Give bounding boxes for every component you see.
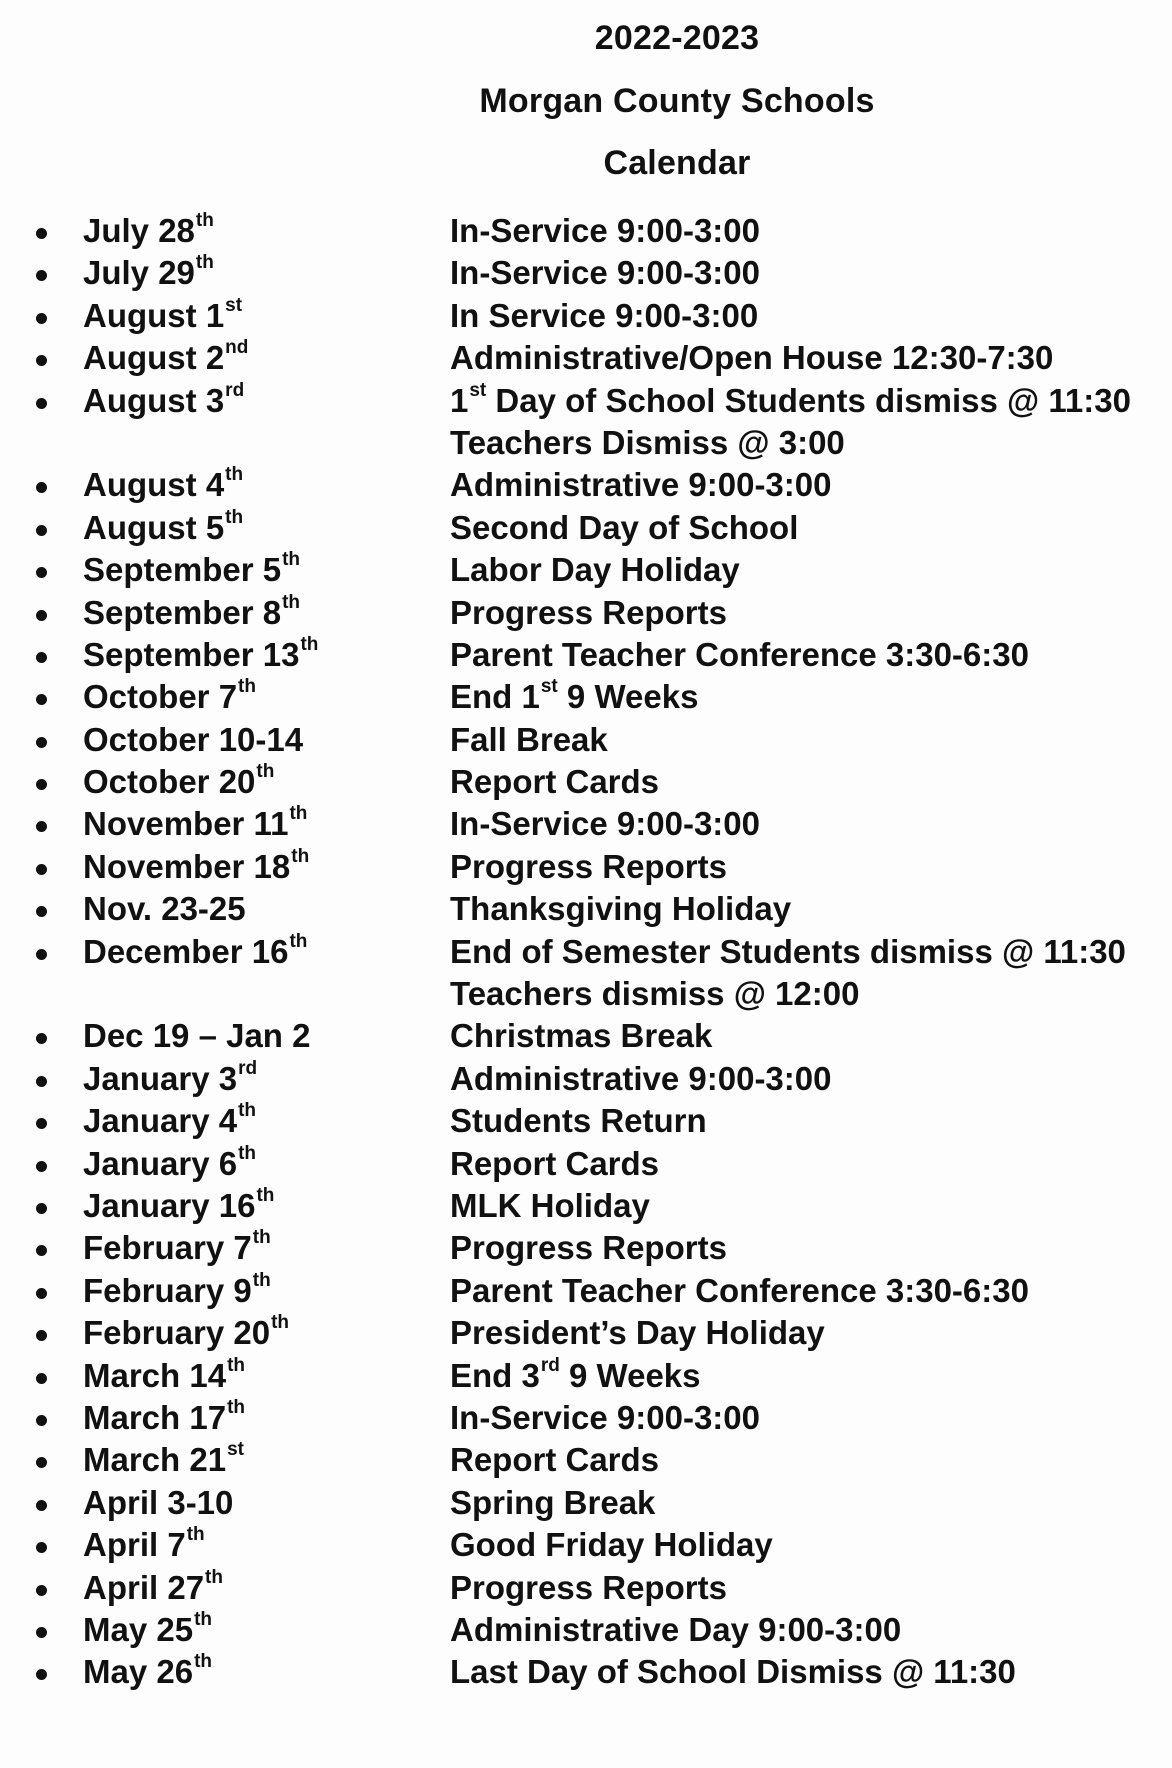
event-date bbox=[83, 1143, 256, 1185]
ordinal-suffix: rd bbox=[540, 1354, 560, 1376]
event-date bbox=[83, 1015, 311, 1057]
event-date bbox=[83, 676, 256, 718]
event-description bbox=[450, 1143, 659, 1185]
event-line bbox=[0, 1143, 1172, 1185]
event-description bbox=[450, 676, 698, 718]
event-line bbox=[0, 1482, 1172, 1524]
event-description bbox=[450, 1609, 901, 1651]
event-date bbox=[83, 719, 303, 761]
event-description-text: In Service 9:00-3:00 bbox=[450, 296, 759, 334]
event-date bbox=[83, 295, 242, 337]
ordinal-suffix: th bbox=[238, 1142, 257, 1164]
event-description-text: In-Service 9:00-3:00 bbox=[450, 254, 761, 292]
event-description bbox=[450, 931, 1126, 973]
list-item bbox=[0, 210, 1172, 252]
event-line bbox=[0, 1397, 1172, 1439]
event-line bbox=[0, 1015, 1172, 1057]
ordinal-suffix: th bbox=[238, 1100, 257, 1122]
event-description-text: End of Semester Students dismiss @ 11:30 bbox=[450, 932, 1126, 970]
bullet-icon bbox=[36, 1076, 47, 1087]
event-description bbox=[450, 464, 831, 506]
bullet-icon bbox=[36, 694, 47, 705]
list-item bbox=[0, 846, 1172, 888]
event-description bbox=[450, 549, 740, 591]
event-date bbox=[83, 210, 214, 252]
district-name: Morgan County Schools bbox=[479, 82, 875, 120]
event-date bbox=[83, 1524, 205, 1566]
ordinal-suffix: th bbox=[252, 1269, 271, 1291]
event-date-text: July 28 bbox=[83, 212, 195, 249]
page-title: Calendar bbox=[603, 144, 751, 182]
event-line bbox=[0, 1100, 1172, 1142]
event-line bbox=[0, 634, 1172, 676]
list-item bbox=[0, 1227, 1172, 1269]
event-description bbox=[450, 507, 798, 549]
list-item bbox=[0, 803, 1172, 845]
event-description-text: Report Cards bbox=[450, 1144, 660, 1182]
bullet-icon bbox=[36, 1542, 47, 1553]
event-description-text: Progress Reports bbox=[450, 593, 727, 631]
bullet-icon bbox=[36, 1415, 47, 1426]
event-description-text: In-Service 9:00-3:00 bbox=[450, 212, 761, 249]
event-description-text: Report Cards bbox=[450, 763, 660, 801]
list-item bbox=[0, 337, 1172, 379]
event-description-continued: Teachers Dismiss @ 3:00 bbox=[450, 423, 845, 461]
event-line bbox=[0, 1355, 1172, 1397]
list-item bbox=[0, 1482, 1172, 1524]
event-line bbox=[0, 380, 1172, 422]
event-description bbox=[450, 295, 758, 337]
event-description bbox=[450, 210, 760, 252]
event-description-prefix: 1 bbox=[450, 381, 469, 419]
event-date bbox=[83, 888, 246, 930]
event-date bbox=[83, 464, 243, 506]
event-date-text: April 3-10 bbox=[83, 1483, 234, 1521]
ordinal-suffix: th bbox=[195, 210, 214, 231]
ordinal-suffix: th bbox=[225, 464, 244, 486]
list-item bbox=[0, 1397, 1172, 1439]
list-item bbox=[0, 1185, 1172, 1227]
event-description bbox=[450, 803, 760, 845]
list-item bbox=[0, 592, 1172, 634]
event-line bbox=[0, 676, 1172, 718]
bullet-icon bbox=[36, 1500, 47, 1511]
list-item bbox=[0, 252, 1172, 294]
event-description-text: Report Cards bbox=[450, 1441, 660, 1479]
event-date-text: October 20 bbox=[83, 763, 256, 801]
event-description bbox=[450, 1651, 1016, 1693]
bullet-icon bbox=[36, 398, 47, 409]
event-line bbox=[0, 507, 1172, 549]
event-date bbox=[83, 761, 274, 803]
event-date bbox=[83, 1355, 245, 1397]
ordinal-suffix: th bbox=[300, 633, 319, 655]
bullet-icon bbox=[36, 1288, 47, 1299]
list-item bbox=[0, 295, 1172, 337]
ordinal-suffix: th bbox=[238, 676, 256, 698]
event-line bbox=[0, 1058, 1172, 1100]
ordinal-suffix: th bbox=[194, 1608, 213, 1630]
event-description-text: President’s Day Holiday bbox=[450, 1314, 825, 1352]
event-description bbox=[450, 1397, 760, 1439]
event-description bbox=[450, 1058, 831, 1100]
bullet-icon bbox=[36, 1033, 47, 1044]
event-date-text: February 9 bbox=[83, 1271, 252, 1309]
list-item bbox=[0, 931, 1172, 1016]
event-date-text: August 1 bbox=[83, 296, 225, 334]
event-date bbox=[83, 1482, 233, 1524]
bullet-icon bbox=[36, 737, 47, 748]
list-item bbox=[0, 1100, 1172, 1142]
bullet-icon bbox=[36, 355, 47, 366]
event-description bbox=[450, 719, 608, 761]
event-description-text: Progress Reports bbox=[450, 847, 727, 885]
event-date bbox=[83, 846, 309, 888]
event-description bbox=[450, 1185, 650, 1227]
list-item bbox=[0, 888, 1172, 930]
event-description-text: Thanksgiving Holiday bbox=[450, 890, 792, 928]
list-item bbox=[0, 719, 1172, 761]
list-item bbox=[0, 1651, 1172, 1693]
event-date-text: March 17 bbox=[83, 1398, 227, 1436]
ordinal-suffix: th bbox=[289, 930, 308, 952]
bullet-icon bbox=[36, 610, 47, 621]
event-description-text: Last Day of School Dismiss @ 11:30 bbox=[450, 1653, 1016, 1691]
event-date-text: May 25 bbox=[83, 1610, 194, 1648]
bullet-icon bbox=[36, 1245, 47, 1256]
list-item bbox=[0, 1609, 1172, 1651]
event-description bbox=[450, 1567, 727, 1609]
event-line bbox=[0, 337, 1172, 379]
event-description-prefix: End 1 bbox=[450, 678, 540, 716]
event-description-text: Administrative/Open House 12:30-7:30 bbox=[450, 339, 1054, 377]
event-line bbox=[0, 719, 1172, 761]
bullet-icon bbox=[36, 482, 47, 493]
event-date-text: August 5 bbox=[83, 508, 225, 546]
event-date bbox=[83, 380, 244, 422]
event-date bbox=[83, 1609, 212, 1651]
event-date bbox=[83, 1270, 271, 1312]
event-line bbox=[0, 803, 1172, 845]
list-item bbox=[0, 1058, 1172, 1100]
ordinal-suffix: th bbox=[252, 1227, 271, 1249]
event-date bbox=[83, 1439, 244, 1481]
event-date bbox=[83, 1058, 257, 1100]
ordinal-suffix: th bbox=[227, 1354, 246, 1376]
event-line-continuation bbox=[0, 973, 1172, 1015]
event-date-text: February 20 bbox=[83, 1314, 271, 1352]
event-description bbox=[450, 1482, 655, 1524]
event-description-text: Administrative 9:00-3:00 bbox=[450, 466, 832, 504]
event-description-text: Fall Break bbox=[450, 720, 608, 758]
event-line bbox=[0, 592, 1172, 634]
calendar-year: 2022-2023 bbox=[594, 19, 760, 57]
list-item bbox=[0, 1015, 1172, 1057]
list-item bbox=[0, 1355, 1172, 1397]
event-line bbox=[0, 1567, 1172, 1609]
ordinal-suffix: th bbox=[271, 1312, 290, 1334]
event-description-text: Christmas Break bbox=[450, 1017, 713, 1055]
bullet-icon bbox=[36, 1330, 47, 1341]
ordinal-suffix: th bbox=[291, 845, 310, 867]
event-description-text: Parent Teacher Conference 3:30-6:30 bbox=[450, 635, 1029, 673]
event-date-text: January 4 bbox=[83, 1102, 238, 1140]
event-description-text: Parent Teacher Conference 3:30-6:30 bbox=[450, 1271, 1029, 1309]
event-line bbox=[0, 295, 1172, 337]
event-line bbox=[0, 1270, 1172, 1312]
event-description bbox=[450, 1227, 727, 1269]
bullet-icon bbox=[36, 949, 47, 960]
event-description-text: Good Friday Holiday bbox=[450, 1526, 773, 1564]
ordinal-suffix: st bbox=[469, 379, 487, 401]
event-description bbox=[450, 888, 791, 930]
ordinal-suffix: th bbox=[195, 252, 214, 274]
event-date bbox=[83, 1312, 289, 1354]
ordinal-suffix: th bbox=[282, 591, 301, 613]
event-date-text: April 27 bbox=[83, 1568, 205, 1606]
event-line bbox=[0, 1439, 1172, 1481]
bullet-icon bbox=[36, 313, 47, 324]
event-line bbox=[0, 252, 1172, 294]
event-date bbox=[83, 1567, 223, 1609]
event-date-text: October 10-14 bbox=[83, 720, 304, 758]
event-description-text: Day of School Students dismiss @ 11:30 bbox=[486, 381, 1131, 419]
event-line bbox=[0, 549, 1172, 591]
list-item bbox=[0, 464, 1172, 506]
event-date bbox=[83, 507, 243, 549]
event-line bbox=[0, 1227, 1172, 1269]
bullet-icon bbox=[36, 1118, 47, 1129]
event-description bbox=[450, 1439, 659, 1481]
event-date-text: January 3 bbox=[83, 1059, 238, 1097]
bullet-icon bbox=[36, 864, 47, 875]
event-date-text: July 29 bbox=[83, 254, 195, 292]
event-description bbox=[450, 380, 1131, 422]
event-description bbox=[450, 1015, 712, 1057]
event-description-continued: Teachers dismiss @ 12:00 bbox=[450, 975, 860, 1013]
event-date-text: December 16 bbox=[83, 932, 289, 970]
ordinal-suffix: rd bbox=[238, 1057, 258, 1079]
event-line bbox=[0, 888, 1172, 930]
event-date-text: Nov. 23-25 bbox=[83, 890, 246, 928]
event-date bbox=[83, 1185, 274, 1227]
event-date bbox=[83, 1100, 256, 1142]
list-item bbox=[0, 676, 1172, 718]
event-line bbox=[0, 464, 1172, 506]
event-date bbox=[83, 592, 300, 634]
event-date-text: October 7 bbox=[83, 678, 238, 716]
event-description bbox=[450, 337, 1053, 379]
event-description-text: In-Service 9:00-3:00 bbox=[450, 805, 761, 843]
ordinal-suffix: th bbox=[256, 1184, 275, 1206]
bullet-icon bbox=[36, 525, 47, 536]
event-description-prefix: End 3 bbox=[450, 1356, 540, 1394]
event-line bbox=[0, 1185, 1172, 1227]
event-description-text: In-Service 9:00-3:00 bbox=[450, 1398, 761, 1436]
ordinal-suffix: th bbox=[227, 1396, 246, 1418]
event-description bbox=[450, 846, 727, 888]
event-description-text: 9 Weeks bbox=[557, 678, 699, 716]
event-date-text: September 8 bbox=[83, 593, 282, 631]
list-item bbox=[0, 380, 1172, 465]
list-item bbox=[0, 1312, 1172, 1354]
event-date-text: April 7 bbox=[83, 1526, 186, 1564]
bullet-icon bbox=[36, 1161, 47, 1172]
event-line bbox=[0, 1609, 1172, 1651]
event-description bbox=[450, 1270, 1029, 1312]
event-line bbox=[0, 210, 1172, 252]
list-item bbox=[0, 507, 1172, 549]
bullet-icon bbox=[36, 567, 47, 578]
bullet-icon bbox=[36, 1373, 47, 1384]
list-item bbox=[0, 1439, 1172, 1481]
bullet-icon bbox=[36, 821, 47, 832]
ordinal-suffix: st bbox=[227, 1439, 244, 1461]
bullet-icon bbox=[36, 270, 47, 281]
event-description bbox=[450, 1100, 707, 1142]
ordinal-suffix: th bbox=[282, 549, 301, 571]
ordinal-suffix: th bbox=[256, 761, 275, 783]
list-item bbox=[0, 549, 1172, 591]
event-description bbox=[450, 1312, 825, 1354]
list-item bbox=[0, 1143, 1172, 1185]
list-item bbox=[0, 1270, 1172, 1312]
event-date-text: September 5 bbox=[83, 551, 282, 589]
list-item bbox=[0, 634, 1172, 676]
event-description-text: MLK Holiday bbox=[450, 1186, 650, 1224]
event-date-text: March 21 bbox=[83, 1441, 227, 1479]
bullet-icon bbox=[36, 779, 47, 790]
event-line bbox=[0, 931, 1172, 973]
event-date-text: September 13 bbox=[83, 635, 300, 673]
bullet-icon bbox=[36, 906, 47, 917]
bullet-icon bbox=[36, 652, 47, 663]
bullet-icon bbox=[36, 1627, 47, 1638]
bullet-icon bbox=[36, 1457, 47, 1468]
event-description bbox=[450, 252, 760, 294]
ordinal-suffix: st bbox=[225, 294, 243, 316]
event-date-text: March 14 bbox=[83, 1356, 227, 1394]
event-description-text: Second Day of School bbox=[450, 508, 799, 546]
ordinal-suffix: th bbox=[194, 1651, 213, 1673]
event-description bbox=[450, 634, 1029, 676]
event-description-text: Progress Reports bbox=[450, 1568, 727, 1606]
event-date bbox=[83, 337, 248, 379]
event-date bbox=[83, 1397, 245, 1439]
ordinal-suffix: th bbox=[205, 1566, 223, 1588]
event-description-text: Administrative Day 9:00-3:00 bbox=[450, 1610, 902, 1648]
event-date-text: November 18 bbox=[83, 847, 291, 885]
event-date bbox=[83, 1227, 271, 1269]
list-item bbox=[0, 761, 1172, 803]
event-description bbox=[450, 761, 659, 803]
event-line bbox=[0, 1524, 1172, 1566]
ordinal-suffix: th bbox=[225, 506, 244, 528]
ordinal-suffix: st bbox=[540, 676, 558, 698]
event-line bbox=[0, 846, 1172, 888]
ordinal-suffix: th bbox=[186, 1524, 205, 1546]
event-description-text: Students Return bbox=[450, 1102, 707, 1140]
list-item bbox=[0, 1524, 1172, 1566]
event-date-text: Dec 19 – Jan 2 bbox=[83, 1017, 311, 1055]
event-date bbox=[83, 549, 300, 591]
event-date-text: February 7 bbox=[83, 1229, 252, 1267]
event-date bbox=[83, 931, 307, 973]
event-description-text: Administrative 9:00-3:00 bbox=[450, 1059, 832, 1097]
event-date bbox=[83, 634, 318, 676]
event-description-text: 9 Weeks bbox=[559, 1356, 701, 1394]
event-description bbox=[450, 1355, 701, 1397]
ordinal-suffix: th bbox=[289, 803, 308, 825]
event-date-text: August 3 bbox=[83, 381, 225, 419]
event-line bbox=[0, 1312, 1172, 1354]
event-description bbox=[450, 592, 727, 634]
event-date bbox=[83, 1651, 212, 1693]
event-date bbox=[83, 252, 214, 294]
event-line bbox=[0, 1651, 1172, 1693]
event-date bbox=[83, 803, 307, 845]
event-description-text: Progress Reports bbox=[450, 1229, 727, 1267]
bullet-icon bbox=[36, 228, 47, 239]
event-line-continuation bbox=[0, 422, 1172, 464]
bullet-icon bbox=[36, 1585, 47, 1596]
event-date-text: August 2 bbox=[83, 339, 225, 377]
list-item bbox=[0, 1567, 1172, 1609]
ordinal-suffix: rd bbox=[225, 379, 245, 401]
event-description-text: Labor Day Holiday bbox=[450, 551, 740, 589]
event-line bbox=[0, 761, 1172, 803]
event-list bbox=[0, 210, 1172, 1694]
event-date-text: August 4 bbox=[83, 466, 225, 504]
event-description bbox=[450, 1524, 773, 1566]
bullet-icon bbox=[36, 1203, 47, 1214]
ordinal-suffix: nd bbox=[225, 337, 249, 359]
event-date-text: May 26 bbox=[83, 1653, 194, 1691]
event-date-text: November 11 bbox=[83, 805, 289, 843]
event-date-text: January 16 bbox=[83, 1186, 256, 1224]
event-date-text: January 6 bbox=[83, 1144, 238, 1182]
bullet-icon bbox=[36, 1669, 47, 1680]
event-description-text: Spring Break bbox=[450, 1483, 656, 1521]
